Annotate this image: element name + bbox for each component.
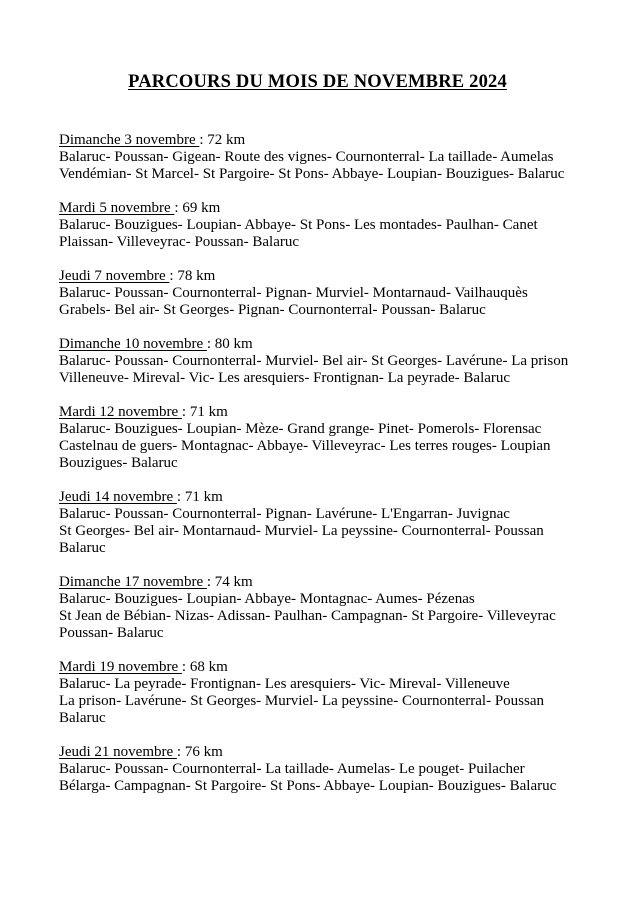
page-title-text: PARCOURS DU MOIS DE NOVEMBRE 2024 [128,72,507,93]
route-entry-heading [59,659,589,676]
route-entry-heading [59,132,589,149]
route-date-label: Mardi 19 novembre [59,659,182,675]
route-line: Balaruc [59,540,106,556]
route-distance: 76 km [184,744,223,760]
route-entry-heading [59,336,589,353]
route-entry [59,659,589,727]
route-distance: 74 km [214,574,253,590]
route-distance: 69 km [182,200,221,216]
route-distance: 72 km [207,132,246,148]
route-line: Poussan- Balaruc [59,625,164,641]
route-entry [59,489,589,557]
route-entry-heading [59,404,589,421]
page-title [0,71,635,93]
route-line: Balaruc- Poussan- Cournonterral- La taillade- Aumelas- Le pouget- Puilacher [59,761,525,777]
route-heading-separator: : [206,574,215,590]
route-line: Balaruc [59,710,106,726]
route-entry [59,744,589,795]
route-date-label: Dimanche 3 novembre [59,132,200,148]
route-line: Balaruc- Poussan- Cournonterral- Pignan- Lavérune- L'Engarran- Juvignac [59,506,510,522]
route-entry-heading [59,489,589,506]
route-distance: 71 km [189,404,228,420]
route-line: Balaruc- Poussan- Cournonterral- Pignan- Murviel- Montarnaud- Vailhauquès [59,285,528,301]
route-line: La prison- Lavérune- St Georges- Murviel- La peyssine- Cournonterral- Poussan [59,693,545,709]
route-date-label: Mardi 5 novembre [59,200,175,216]
route-entry-heading [59,574,589,591]
route-line: Balaruc- Bouzigues- Loupian- Abbaye- St Pons- Les montades- Paulhan- Canet [59,217,538,233]
route-line: Grabels- Bel air- St Georges- Pignan- Cournonterral- Poussan- Balaruc [59,302,486,318]
route-distance: 80 km [214,336,253,352]
route-heading-separator: : [176,489,185,505]
route-line: Bélarga- Campagnan- St Pargoire- St Pons- Abbaye- Loupian- Bouzigues- Balaruc [59,778,557,794]
route-date-label: Jeudi 21 novembre [59,744,177,760]
route-line: Villeneuve- Mireval- Vic- Les aresquiers- Frontignan- La peyrade- Balaruc [59,370,511,386]
route-entry [59,132,589,183]
route-line: Balaruc- La peyrade- Frontignan- Les aresquiers- Vic- Mireval- Villeneuve [59,676,510,692]
route-line: Balaruc- Poussan- Gigean- Route des vignes- Cournonterral- La taillade- Aumelas [59,149,554,165]
route-line: Bouzigues- Balaruc [59,455,178,471]
route-heading-separator: : [174,200,183,216]
route-heading-separator: : [206,336,215,352]
route-entry-heading [59,744,589,761]
route-heading-separator: : [169,268,178,284]
route-entry [59,200,589,251]
route-date-label: Mardi 12 novembre [59,404,182,420]
route-line: St Georges- Bel air- Montarnaud- Murviel- La peyssine- Cournonterral- Poussan [59,523,544,539]
route-distance: 78 km [177,268,216,284]
route-heading-separator: : [181,659,190,675]
route-entry-heading [59,200,589,217]
route-heading-separator: : [181,404,190,420]
route-date-label: Dimanche 17 novembre [59,574,207,590]
route-entry [59,404,589,472]
route-line: St Jean de Bébian- Nizas- Adissan- Paulhan- Campagnan- St Pargoire- Villeveyrac [59,608,556,624]
route-distance: 68 km [189,659,228,675]
route-line: Vendémian- St Marcel- St Pargoire- St Pons- Abbaye- Loupian- Bouzigues- Balaruc [59,166,565,182]
route-line: Balaruc- Bouzigues- Loupian- Abbaye- Montagnac- Aumes- Pézenas [59,591,475,607]
route-date-label: Jeudi 14 novembre [59,489,177,505]
route-entry [59,336,589,387]
route-schedule-list [59,132,589,795]
route-line: Balaruc- Poussan- Cournonterral- Murviel- Bel air- St Georges- Lavérune- La prison [59,353,569,369]
route-date-label: Jeudi 7 novembre [59,268,170,284]
route-line: Plaissan- Villeveyrac- Poussan- Balaruc [59,234,300,250]
route-distance: 71 km [184,489,223,505]
route-date-label: Dimanche 10 novembre [59,336,207,352]
route-line: Balaruc- Bouzigues- Loupian- Mèze- Grand grange- Pinet- Pomerols- Florensac [59,421,542,437]
route-entry-heading [59,268,589,285]
route-heading-separator: : [176,744,185,760]
route-entry [59,268,589,319]
route-line: Castelnau de guers- Montagnac- Abbaye- Villeveyrac- Les terres rouges- Loupian [59,438,551,454]
route-heading-separator: : [199,132,208,148]
route-entry [59,574,589,642]
